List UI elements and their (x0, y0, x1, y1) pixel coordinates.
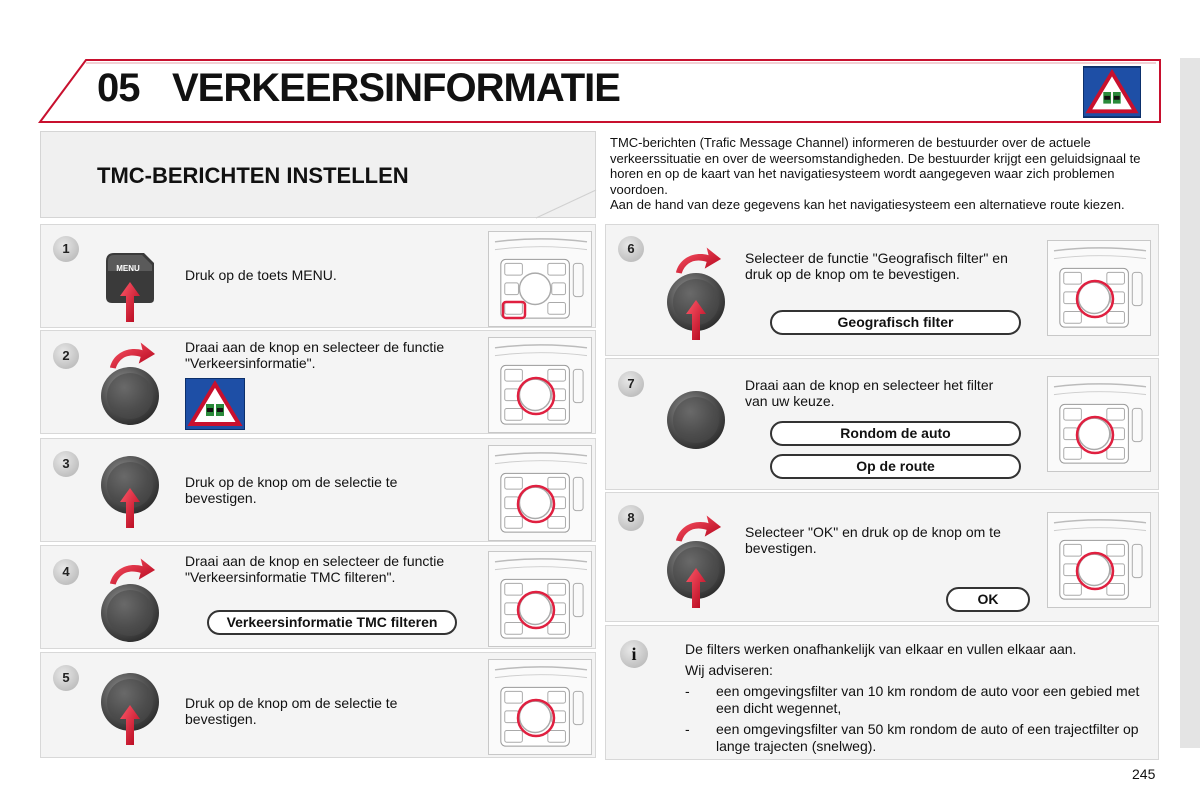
menu-button-label: MENU (116, 264, 140, 273)
info-line: Wij adviseren: (685, 662, 773, 678)
step-instruction: Draai aan de knop en selecteer de functie "Verkeersinformatie". (185, 339, 445, 371)
press-arrow-icon (686, 300, 706, 340)
option-pill-ok: OK (946, 587, 1030, 612)
control-panel-illustration (488, 445, 592, 541)
control-panel-illustration (1047, 376, 1151, 472)
rotate-arrow-icon (108, 556, 156, 586)
step-number-badge: 7 (618, 371, 644, 397)
rotary-knob-icon (100, 583, 160, 643)
step-number-badge: 8 (618, 505, 644, 531)
press-arrow-icon (120, 705, 140, 745)
step-instruction: Draai aan de knop en selecteer het filter van uw keuze. (745, 377, 994, 409)
control-panel-illustration (488, 231, 592, 327)
step-number-badge: 5 (53, 665, 79, 691)
chapter-number: 05 (97, 66, 140, 110)
intro-text (610, 135, 1150, 213)
bullet-text: een omgevingsfilter van 50 km rondom de auto of een trajectfilter op lange trajecten (snelweg). (716, 721, 1139, 754)
rotate-arrow-icon (674, 513, 722, 543)
bullet-text: een omgevingsfilter van 10 km rondom de auto voor een gebied met een dicht wegennet, (716, 683, 1140, 716)
info-bullet (685, 721, 1145, 755)
step-number-badge: 4 (53, 559, 79, 585)
chapter-title: VERKEERSINFORMATIE (172, 66, 620, 110)
info-text (685, 641, 1145, 755)
info-line: De filters werken onafhankelijk van elkaar en vullen elkaar aan. (685, 641, 1077, 657)
step-instruction: Druk op de toets MENU. (185, 267, 337, 283)
control-panel-illustration (1047, 512, 1151, 608)
control-panel-illustration (488, 659, 592, 755)
info-bullet (685, 683, 1145, 717)
page-number: 245 (1132, 766, 1156, 782)
press-arrow-icon (120, 282, 140, 322)
rotary-knob-icon (100, 366, 160, 426)
bullet-dash: - (685, 683, 690, 699)
step-instruction: Draai aan de knop en selecteer de functie "Verkeersinformatie TMC filteren". (185, 553, 445, 585)
rotary-knob-icon (666, 390, 726, 450)
press-arrow-icon (686, 568, 706, 608)
step-number-badge: 2 (53, 343, 79, 369)
step-instruction: Druk op de knop om de selectie te bevestigen. (185, 695, 398, 727)
info-icon: i (620, 640, 648, 668)
option-pill-on-route: Op de route (770, 454, 1021, 479)
option-pill-around-car: Rondom de auto (770, 421, 1021, 446)
step-number-badge: 1 (53, 236, 79, 262)
step-instruction: Druk op de knop om de selectie te bevestigen. (185, 474, 398, 506)
control-panel-illustration (488, 551, 592, 647)
step-instruction: Selecteer "OK" en druk op de knop om te bevestigen. (745, 524, 1001, 556)
step-instruction: Selecteer de functie "Geografisch filter" en druk op de knop om te bevestigen. (745, 250, 1008, 282)
press-arrow-icon (120, 488, 140, 528)
option-pill-geographic-filter: Geografisch filter (770, 310, 1021, 335)
intro-paragraph: TMC-berichten (Trafic Message Channel) informeren de bestuurder over de actuele verkeerssituatie en over de weersomstandigheden. De bestuurder krijgt een geluidsignaal te horen en op de kaart van het navigatiesysteem wordt aangegeven waar zich problemen voordoen. (610, 135, 1141, 197)
page-edge-strip (1180, 58, 1200, 748)
intro-paragraph: Aan de hand van deze gegevens kan het navigatiesysteem een alternatieve route kiezen. (610, 197, 1125, 212)
step-number-badge: 6 (618, 236, 644, 262)
rotate-arrow-icon (674, 245, 722, 275)
traffic-warning-sign-icon (185, 378, 245, 430)
option-pill-tmc-filter: Verkeersinformatie TMC filteren (207, 610, 457, 635)
control-panel-illustration (488, 337, 592, 433)
rotate-arrow-icon (108, 340, 156, 370)
bullet-dash: - (685, 721, 690, 737)
section-box-diagonal (530, 188, 600, 220)
control-panel-illustration (1047, 240, 1151, 336)
step-number-badge: 3 (53, 451, 79, 477)
section-title: TMC-BERICHTEN INSTELLEN (97, 163, 409, 188)
traffic-warning-sign-icon (1083, 66, 1141, 118)
